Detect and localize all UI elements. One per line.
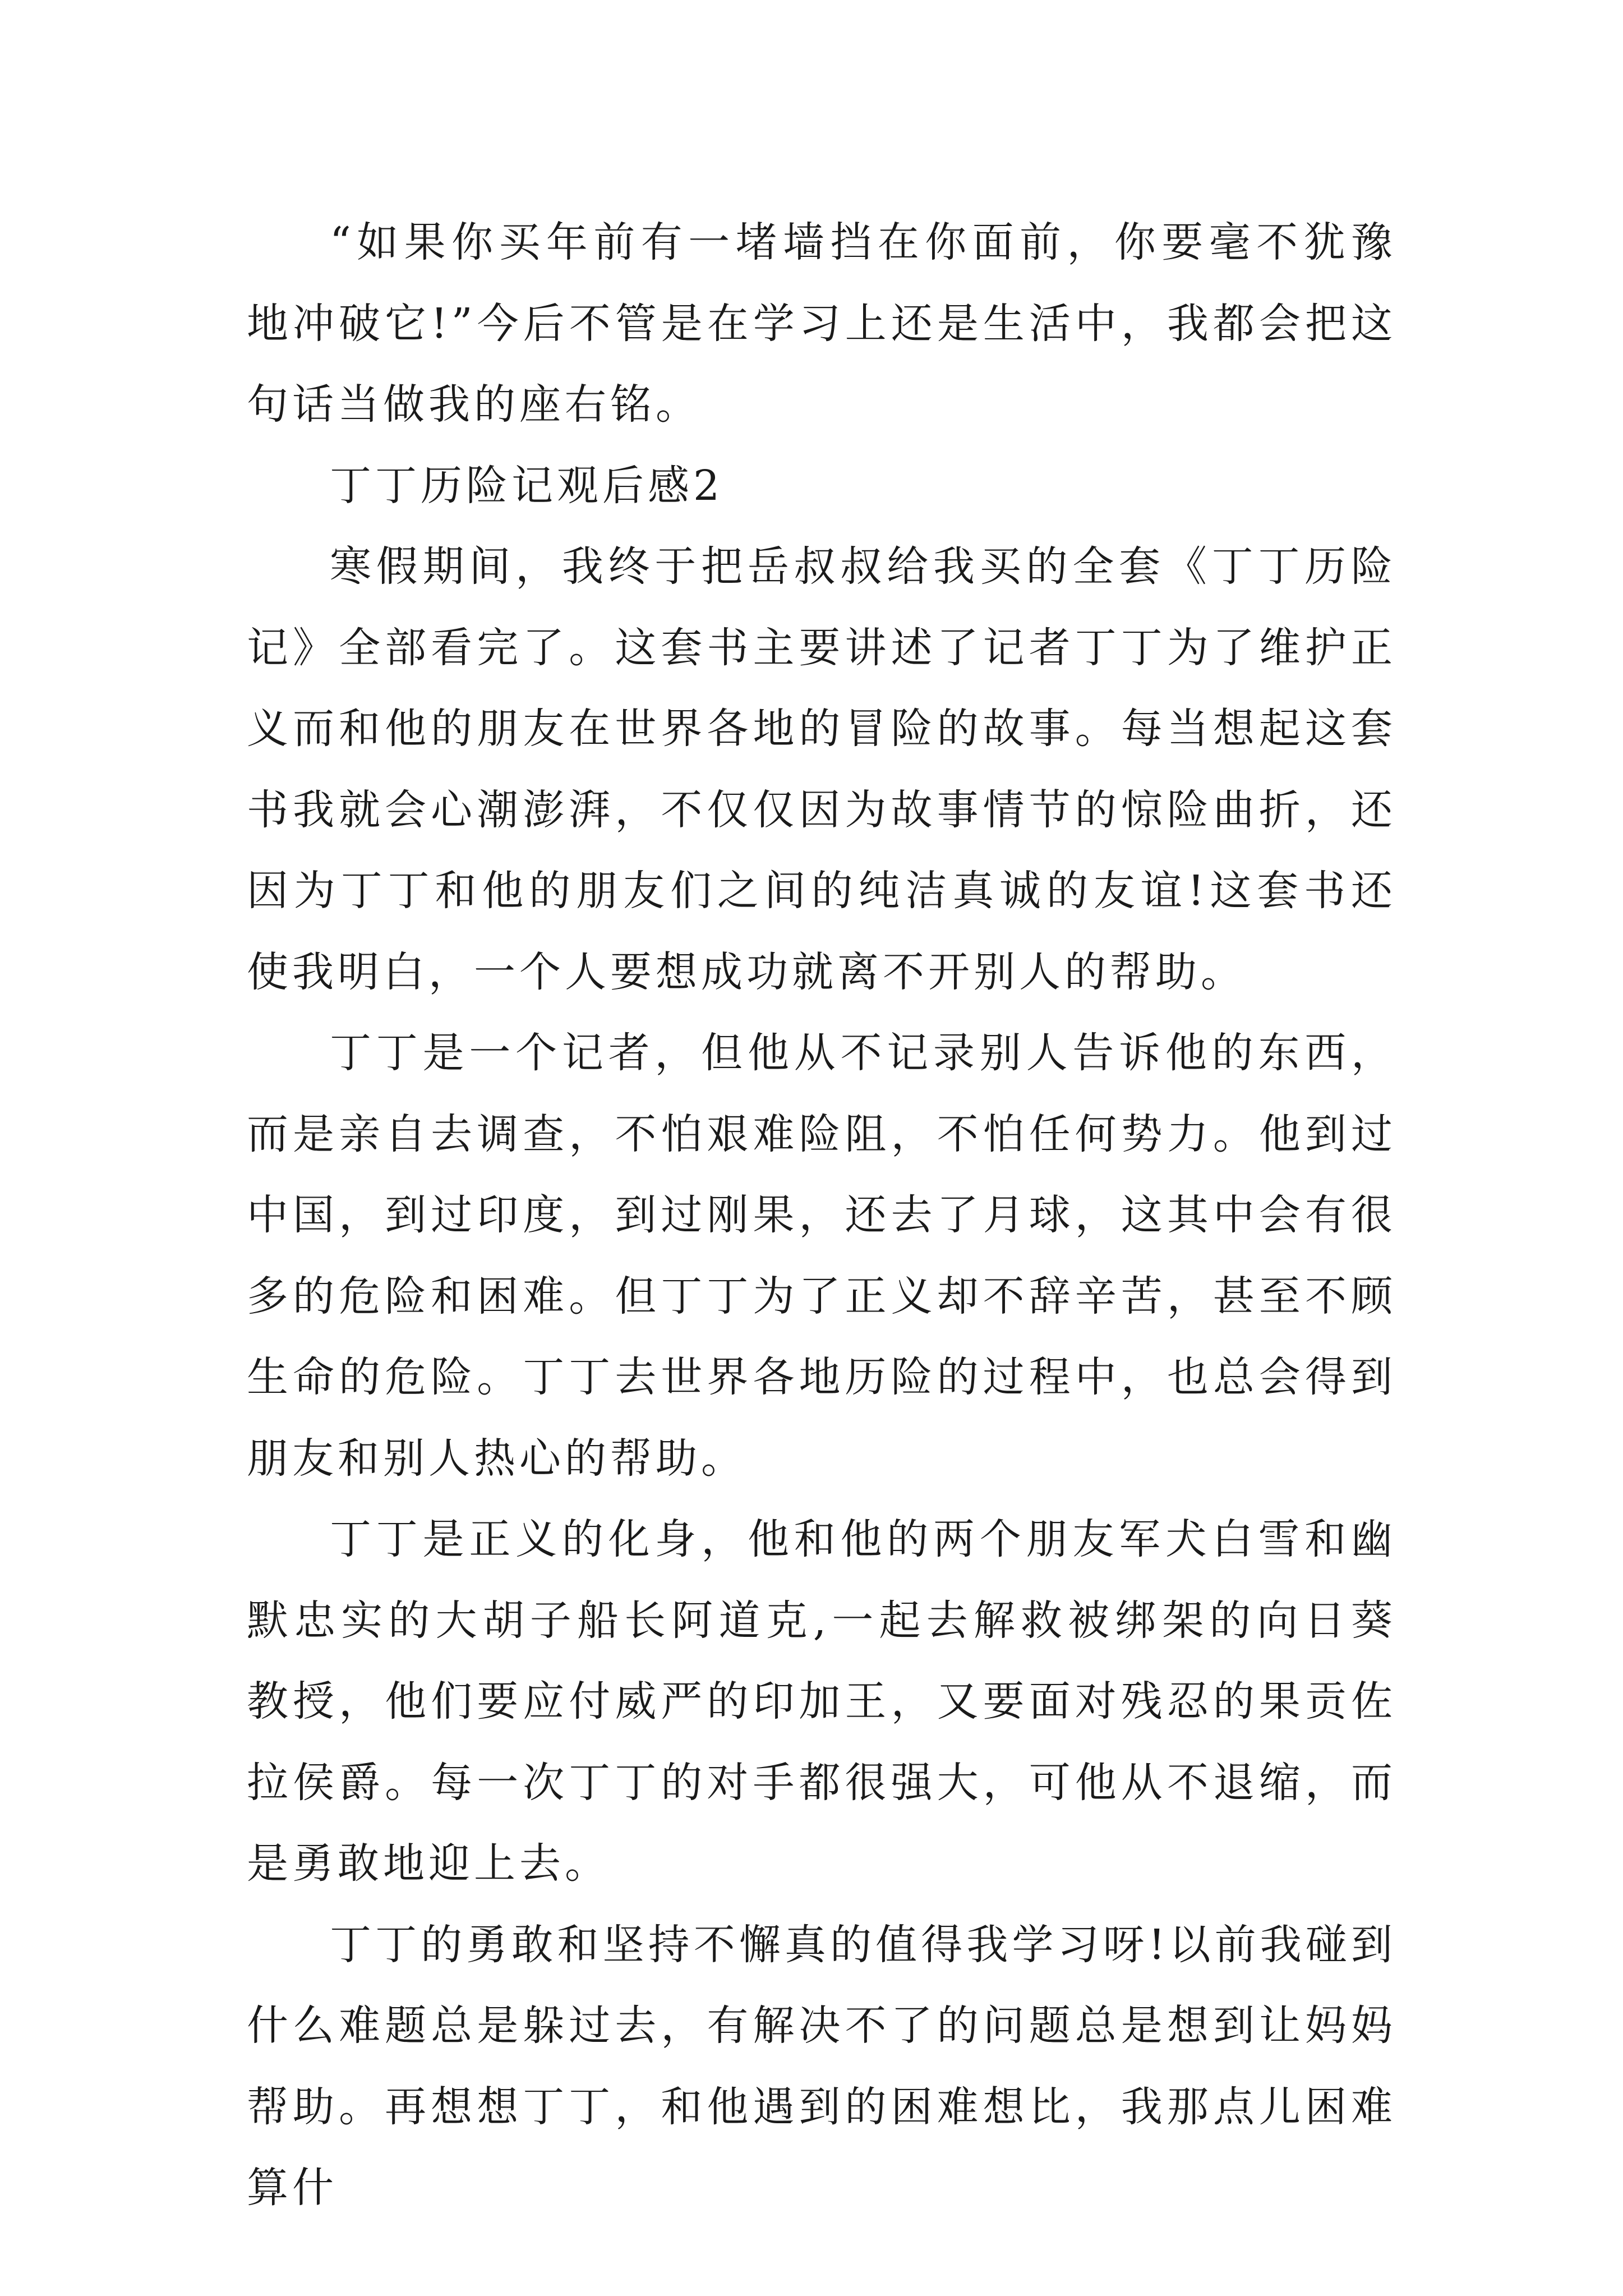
document-body [247,202,1396,2229]
paragraph-motto: “如果你买年前有一堵墙挡在你面前，你要毫不犹豫地冲破它!”今后不管是在学习上还是生活中，我都会把这句话当做我的座右铭。 [247,218,1396,429]
paragraph-justice: 丁丁是正义的化身，他和他的两个朋友军犬白雪和幽默忠实的大胡子船长阿道克,一起去解救被绑架的向日葵教授，他们要应付威严的印加王，又要面对残忍的果贡佐拉侯爵。每一次丁丁的对手都很强大，可他从不退缩，而是勇敢地迎上去。 [247,1515,1396,1888]
paragraph-courage: 丁丁的勇敢和坚持不懈真的值得我学习呀!以前我碰到什么难题总是躲过去，有解决不了的问题总是想到让妈妈帮助。再想想丁丁，和他遇到的困难想比，我那点儿困难算什 [247,1920,1396,2212]
section-heading: 丁丁历险记观后感2 [330,461,724,510]
paragraph-intro: 寒假期间，我终于把岳叔叔给我买的全套《丁丁历险记》全部看完了。这套书主要讲述了记者丁丁为了维护正义而和他的朋友在世界各地的冒险的故事。每当想起这套书我就会心潮澎湃，不仅仅因为故事情节的惊险曲折，还因为丁丁和他的朋友们之间的纯洁真诚的友谊!这套书还使我明白，一个人要想成功就离不开别人的帮助。 [247,542,1396,996]
paragraph-reporter: 丁丁是一个记者，但他从不记录别人告诉他的东西，而是亲自去调查，不怕艰难险阻，不怕任何势力。他到过中国，到过印度，到过刚果，还去了月球，这其中会有很多的危险和困难。但丁丁为了正义却不辞辛苦，甚至不顾生命的危险。丁丁去世界各地历险的过程中，也总会得到朋友和别人热心的帮助。 [247,1029,1396,1483]
